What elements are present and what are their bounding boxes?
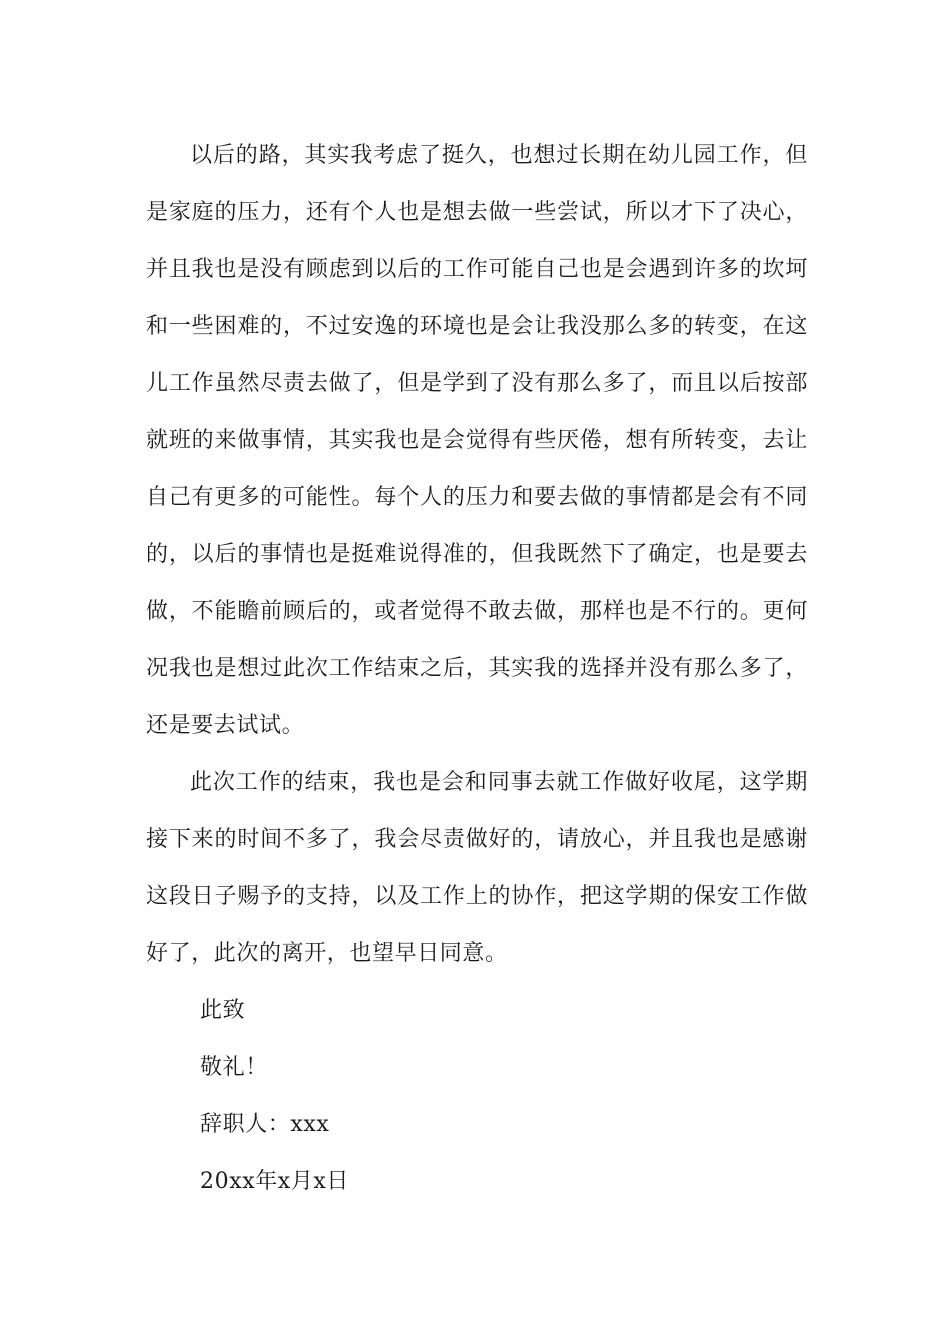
- date: 20xx年x月x日: [200, 1169, 350, 1194]
- closing-regards: 敬礼！: [200, 1055, 268, 1080]
- paragraph-2: 此次工作的结束，我也是会和同事去就工作做好收尾，这学期接下来的时间不多了，我会尽责做好的，请放心，并且我也是感谢这段日子赐予的支持，以及工作上的协作，把这学期的保安工作做好了，此次的离开，也望早日同意。: [146, 770, 808, 966]
- letter-body: [146, 127, 808, 1210]
- paragraph-1: 以后的路，其实我考虑了挺久，也想过长期在幼儿园工作，但是家庭的压力，还有个人也是想去做一些尝试，所以才下了决心，并且我也是没有顾虑到以后的工作可能自己也是会遇到许多的坎坷和一些困难的，不过安逸的环境也是会让我没那么多的转变，在这儿工作虽然尽责去做了，但是学到了没有那么多了，而且以后按部就班的来做事情，其实我也是会觉得有些厌倦，想有所转变，去让自己有更多的可能性。每个人的压力和要去做的事情都是会有不同的，以后的事情也是挺难说得准的，但我既然下了确定，也是要去做，不能瞻前顾后的，或者觉得不敢去做，那样也是不行的。更何况我也是想过此次工作结束之后，其实我的选择并没有那么多了，还是要去试试。: [146, 143, 808, 738]
- closing-salutation: 此致: [200, 998, 246, 1023]
- signature: 辞职人：xxx: [200, 1112, 330, 1137]
